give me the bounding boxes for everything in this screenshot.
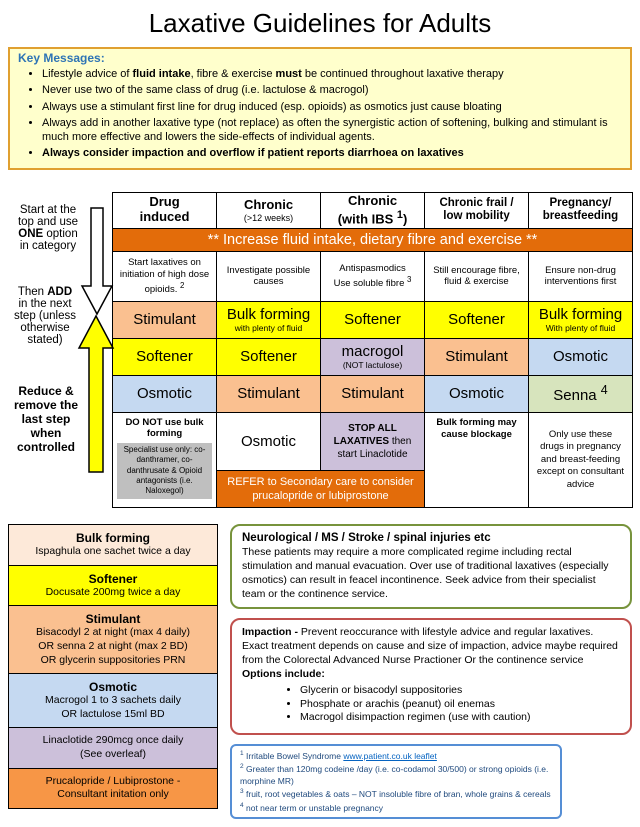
refer-cell: REFER to Secondary care to consider prucalopride or lubiprostone xyxy=(217,470,425,507)
up-arrow-icon xyxy=(77,314,115,474)
key-message-item: • Always use a stimulant first line for drug induced (esp. opioids) as osmotics just cause bloating xyxy=(42,100,622,114)
cell-stimulant: Stimulant xyxy=(217,375,321,412)
cell-bulk-forming: Bulk forming with plenty of fluid xyxy=(217,301,321,338)
column-header-chronic-ibs: Chronic (with IBS $^1$) xyxy=(321,192,425,228)
advice-row xyxy=(113,251,633,301)
fluid-fibre-banner: ** Increase fluid intake, dietary fibre and exercise ** xyxy=(113,228,633,251)
cell-osmotic: Osmotic xyxy=(529,338,633,375)
footnote-3: $^3$ fruit, root vegetables & oats – NOT insoluble fibre of bran, whole grains & cereals xyxy=(240,788,551,800)
legend-linaclotide: Linaclotide 290mcg once daily (See overleaf) xyxy=(8,727,218,768)
table-header-row xyxy=(113,192,633,228)
guideline-table xyxy=(112,192,633,508)
impaction-options-list xyxy=(242,684,620,725)
down-arrow-icon xyxy=(80,206,114,316)
specialist-use-note: Specialist use only: co-danthramer, co-danthrusate & Opioid antagonists (i.e. Naloxegol) xyxy=(117,443,212,499)
cell-bulk-forming: Bulk forming With plenty of fluid xyxy=(529,301,633,338)
step-row-4 xyxy=(113,412,633,470)
guide-step-add: Then ADD in the next step (unless otherwise stated) xyxy=(13,285,76,346)
legend-panel xyxy=(8,524,218,819)
key-messages-box xyxy=(8,47,632,170)
cell-pregnancy-note: Only use these drugs in pregnancy and breast-feeding except on consultant advice xyxy=(529,412,633,507)
cell-stimulant: Stimulant xyxy=(113,301,217,338)
footnotes-panel xyxy=(230,744,562,819)
banner-row xyxy=(113,228,633,251)
algorithm-section xyxy=(8,192,632,508)
cell-do-not-bulk: DO NOT use bulk forming Specialist use only: co-danthramer, co-danthrusate & Opioid antagonists (i.e. Naloxegol) xyxy=(113,412,217,507)
cell-softener: Softener xyxy=(217,338,321,375)
legend-stimulant: Stimulant Bisacodyl 2 at night (max 4 daily) OR senna 2 at night (max 2 BD) OR glycerin suppositories PRN xyxy=(8,605,218,674)
column-header-drug-induced: Drug induced xyxy=(113,192,217,228)
bottom-section xyxy=(8,524,632,819)
impaction-option: • Phosphate or arachis (peanut) oil enemas xyxy=(300,698,620,712)
key-message-item: • Always consider impaction and overflow if patient reports diarrhoea on laxatives xyxy=(42,146,622,160)
impaction-option: • Macrogol disimpaction regimen (use with caution) xyxy=(300,711,620,725)
cell-softener: Softener xyxy=(113,338,217,375)
cell-senna: Senna $^4$ xyxy=(529,375,633,412)
cell-bulk-blockage: Bulk forming may cause blockage xyxy=(425,412,529,507)
advice-cell-opioids: Start laxatives on initiation of high dose opioids. $^2$ xyxy=(113,251,217,301)
column-header-pregnancy: Pregnancy/ breastfeeding xyxy=(529,192,633,228)
cell-softener: Softener xyxy=(321,301,425,338)
cell-stop-laxatives: STOP ALL LAXATIVES then start Linaclotide xyxy=(321,412,425,470)
advice-cell-investigate: Investigate possible causes xyxy=(217,251,321,301)
step-row-2 xyxy=(113,338,633,375)
column-header-chronic: Chronic (>12 weeks) xyxy=(217,192,321,228)
key-message-item: • Always add in another laxative type (not replace) as often the synergistic action of softening, bulking and stimulant is much more effective and lowers the side-effects of individual agents. xyxy=(42,116,622,145)
cell-osmotic-large: Osmotic xyxy=(217,412,321,470)
advice-cell-antispasmodics: Antispasmodics Use soluble fibre $^3$ xyxy=(321,251,425,301)
info-panels xyxy=(230,524,632,819)
impaction-option: • Glycerin or bisacodyl suppositories xyxy=(300,684,620,698)
key-messages-list xyxy=(18,67,622,161)
cell-stimulant: Stimulant xyxy=(425,338,529,375)
advice-cell-encourage: Still encourage fibre, fluid & exercise xyxy=(425,251,529,301)
advice-cell-nondrug: Ensure non-drug interventions first xyxy=(529,251,633,301)
key-messages-heading: Key Messages: xyxy=(18,51,105,65)
cell-stimulant: Stimulant xyxy=(321,375,425,412)
cell-osmotic: Osmotic xyxy=(113,375,217,412)
legend-prucalopride: Prucalopride / Lubiprostone - Consultant initation only xyxy=(8,768,218,809)
guide-step-one: Start at the top and use ONE option in category xyxy=(17,203,79,252)
cell-softener: Softener xyxy=(425,301,529,338)
neurological-panel: Neurological / MS / Stroke / spinal injuries etc These patients may require a more complicated regime including rectal stimulation and manual evacuation. Over use of traditional laxatives (especially osmotics) can result in feacel incontinence. Seek advice from their specialist team or the continence service. xyxy=(230,524,632,609)
legend-osmotic: Osmotic Macrogol 1 to 3 sachets daily OR lactulose 15ml BD xyxy=(8,673,218,728)
legend-softener: Softener Docusate 200mg twice a day xyxy=(8,565,218,607)
patient-leaflet-link[interactable]: www.patient.co.uk leaflet xyxy=(343,750,437,761)
key-message-item: • Never use two of the same class of drug (i.e. lactulose & macrogol) xyxy=(42,83,622,97)
guide-step-reduce: Reduce & remove the last step when controlled xyxy=(13,383,79,454)
footnote-2: $^2$ Greater than 120mg codeine /day (i.e. co-codamol 30/500) or strong opioids (i.e. morphine MR) xyxy=(240,762,549,787)
step-row-1 xyxy=(113,301,633,338)
key-message-item: • Lifestyle advice of fluid intake, fibre & exercise must be continued throughout laxative therapy xyxy=(42,67,622,81)
step-row-3 xyxy=(113,375,633,412)
page-title: Laxative Guidelines for Adults xyxy=(148,8,492,38)
column-header-chronic-frail: Chronic frail / low mobility xyxy=(425,192,529,228)
impaction-panel: Impaction - Prevent reoccurance with lifestyle advice and regular laxatives. Exact treatment depends on cause and size of impaction, advice maybe required from the Colorectal Advanced Nurse Practioner Or the continence service Options include: • Glycerin or bisacodyl suppositories • Phosphate or arachis (peanut) oil enemas • Macrogol disimpaction regimen (use with caution) xyxy=(230,618,632,734)
footnote-4: $^4$ not near term or unstable pregnancy xyxy=(240,801,384,813)
cell-osmotic: Osmotic xyxy=(425,375,529,412)
guide-column xyxy=(8,192,112,508)
legend-bulk-forming: Bulk forming Ispaghula one sachet twice a day xyxy=(8,524,218,566)
footnote-1: $^1$ Irritable Bowel Syndrome www.patient.co.uk leaflet xyxy=(240,749,437,761)
cell-macrogol: macrogol (NOT lactulose) xyxy=(321,338,425,375)
